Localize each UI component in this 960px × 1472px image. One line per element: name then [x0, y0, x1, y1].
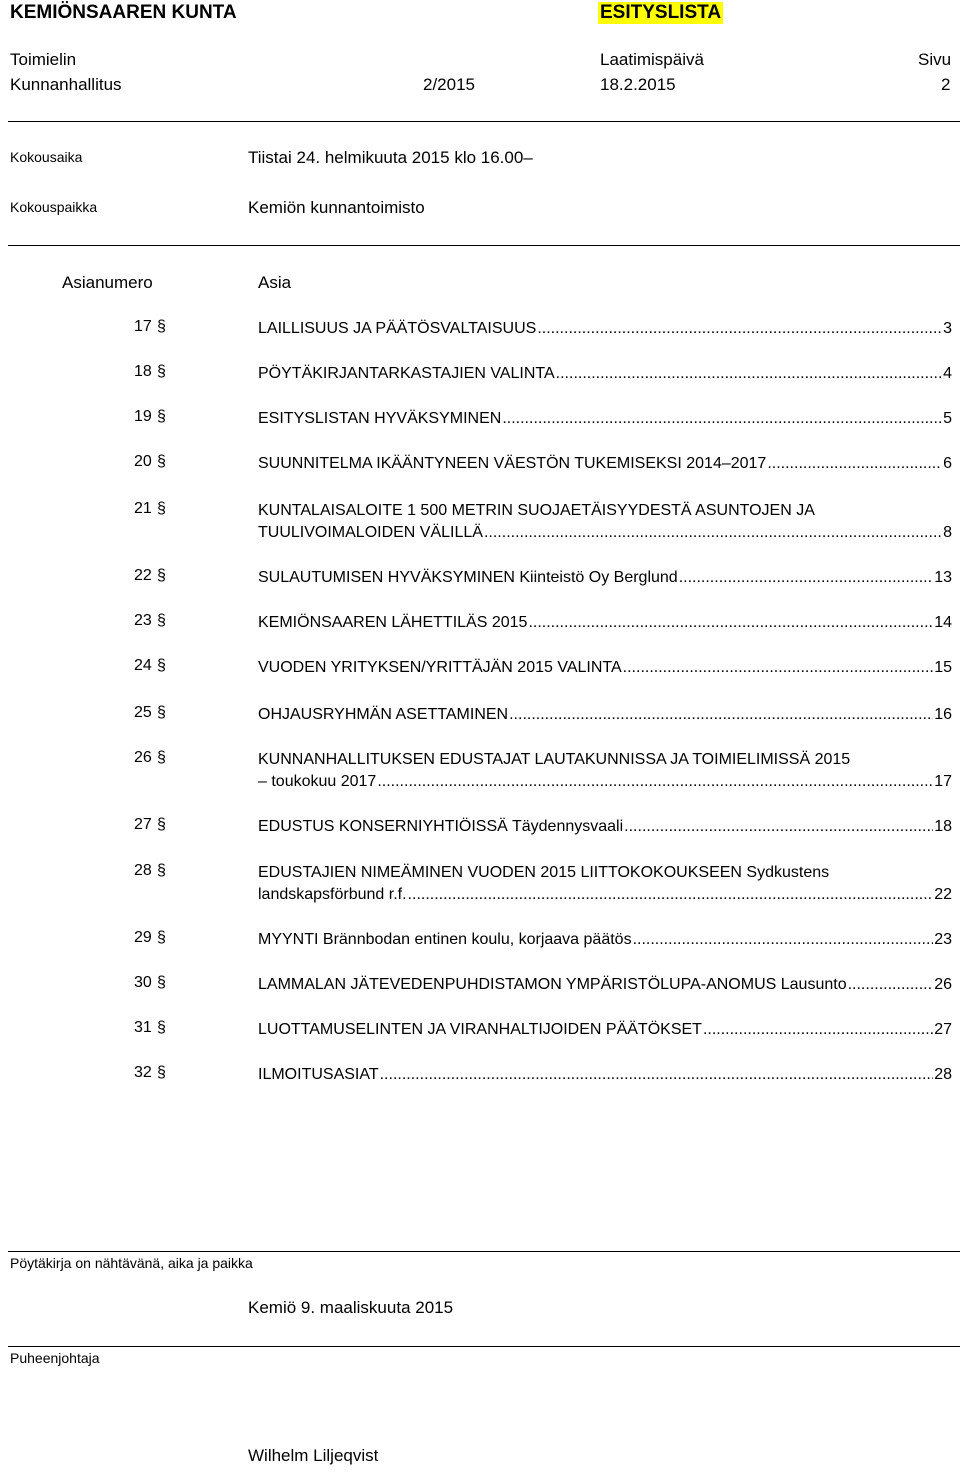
agenda-item-title: [258, 929, 952, 951]
section-sign: §: [157, 1019, 166, 1036]
dot-leader: [556, 363, 942, 385]
agenda-item-number: 26: [134, 749, 152, 766]
meeting-time-value: Tiistai 24. helmikuuta 2015 klo 16.00–: [248, 148, 533, 167]
meeting-time-label: Kokousaika: [10, 149, 83, 165]
section-sign: §: [157, 500, 166, 517]
dot-leader: [624, 816, 933, 838]
agenda-item-number: 29: [134, 929, 152, 946]
agenda-item-number: 25: [134, 704, 152, 721]
agenda-item-title-line: LAMMALAN JÄTEVEDENPUHDISTAMON YMPÄRISTÖLUPA-ANOMUS Lausunto: [258, 976, 847, 993]
page-column-label: Sivu: [918, 50, 952, 69]
section-sign: §: [157, 657, 166, 674]
dot-leader: [377, 771, 933, 793]
meeting-place-value: Kemiön kunnantoimisto: [248, 198, 425, 217]
section-sign: §: [157, 453, 166, 470]
section-sign: §: [157, 318, 166, 335]
dot-leader: [703, 1019, 933, 1041]
dot-leader: [484, 522, 942, 544]
dot-leader: [408, 884, 934, 906]
agenda-number-column-header: Asianumero: [62, 273, 153, 292]
agenda-item-number: 31: [134, 1019, 152, 1036]
prepared-date: 18.2.2015: [600, 75, 676, 94]
header-divider: [8, 121, 960, 122]
dot-leader: [537, 318, 942, 340]
agenda-item-page: 6: [943, 455, 952, 472]
agenda-item-number: 30: [134, 974, 152, 991]
agenda-item-number: 24: [134, 657, 152, 674]
section-sign: §: [157, 612, 166, 629]
agenda-item-title-line: landskapsförbund r.f.: [258, 886, 407, 903]
agenda-item-number: 21: [134, 500, 152, 517]
dot-leader: [509, 704, 933, 726]
agenda-subject-column-header: Asia: [258, 273, 292, 292]
agenda-item-title: [258, 862, 952, 906]
agenda-item-page: 13: [934, 569, 952, 586]
agenda-item-title-line: KUNNANHALLITUKSEN EDUSTAJAT LAUTAKUNNISSA JA TOIMIELIMISSÄ 2015: [258, 751, 851, 768]
dot-leader: [502, 408, 942, 430]
agenda-item-page: 18: [934, 818, 952, 835]
dot-leader: [528, 612, 933, 634]
dot-leader: [623, 657, 934, 679]
dot-leader: [380, 1064, 934, 1086]
meeting-place-label: Kokouspaikka: [10, 199, 98, 215]
agenda-item-title-line: VUODEN YRITYKSEN/YRITTÄJÄN 2015 VALINTA: [258, 659, 622, 676]
body-name: Kunnanhallitus: [10, 75, 122, 94]
agenda-item-page: 16: [934, 706, 952, 723]
agenda-item-title: [258, 500, 952, 544]
agenda-item-page: 5: [943, 410, 952, 427]
agenda-item-number: 19: [134, 408, 152, 425]
agenda-item-title-line: – toukokuu 2017: [258, 773, 377, 790]
agenda-item-page: 27: [934, 1021, 952, 1038]
agenda-item-page: 26: [934, 976, 952, 993]
organization-name: KEMIÖNSAAREN KUNTA: [10, 2, 237, 23]
agenda-item-title-line: LUOTTAMUSELINTEN JA VIRANHALTIJOIDEN PÄÄTÖKSET: [258, 1021, 702, 1038]
agenda-item-number: 28: [134, 862, 152, 879]
agenda-item-number: 22: [134, 567, 152, 584]
dot-leader: [848, 974, 934, 996]
agenda-item-number: 20: [134, 453, 152, 470]
agenda-item-title-line: EDUSTUS KONSERNIYHTIÖISSÄ Täydennysvaali: [258, 818, 624, 835]
minutes-availability-label: Pöytäkirja on nähtävänä, aika ja paikka: [10, 1255, 253, 1271]
agenda-item-title-line: SUUNNITELMA IKÄÄNTYNEEN VÄESTÖN TUKEMISEKSI 2014–2017: [258, 455, 767, 472]
agenda-item-page: 4: [943, 365, 952, 382]
agenda-item-number: 17: [134, 318, 152, 335]
agenda-item-number: 23: [134, 612, 152, 629]
agenda-item-title-line: PÖYTÄKIRJANTARKASTAJIEN VALINTA: [258, 365, 555, 382]
agenda-item-title: [258, 1019, 952, 1041]
meeting-number: 2/2015: [423, 75, 475, 94]
agenda-item-number: 32: [134, 1064, 152, 1081]
agenda-item-title: [258, 974, 952, 996]
section-sign: §: [157, 567, 166, 584]
agenda-item-title: [258, 408, 952, 430]
dot-leader: [767, 453, 942, 475]
agenda-item-title-line: ILMOITUSASIAT: [258, 1066, 379, 1083]
agenda-item-title: [258, 657, 952, 679]
date-column-label: Laatimispäivä: [600, 50, 704, 69]
agenda-item-title: [258, 453, 952, 475]
agenda-item-page: 8: [943, 524, 952, 541]
meeting-info-divider: [8, 245, 960, 246]
agenda-item-title-line: LAILLISUUS JA PÄÄTÖSVALTAISUUS: [258, 320, 537, 337]
body-column-label: Toimielin: [10, 50, 77, 69]
agenda-item-title: [258, 318, 952, 340]
agenda-item-page: 17: [934, 773, 952, 790]
document-type-label: ESITYSLISTA: [600, 2, 722, 23]
section-sign: §: [157, 408, 166, 425]
agenda-item-number: 18: [134, 363, 152, 380]
section-sign: §: [157, 929, 166, 946]
agenda-item-title-line: SULAUTUMISEN HYVÄKSYMINEN Kiinteistö Oy Berglund: [258, 569, 678, 586]
footer-divider-bottom: [8, 1346, 960, 1347]
agenda-item-title: [258, 567, 952, 589]
agenda-item-page: 28: [934, 1066, 952, 1083]
agenda-item-page: 3: [943, 320, 952, 337]
agenda-item-number: 27: [134, 816, 152, 833]
agenda-item-title-line: KEMIÖNSAAREN LÄHETTILÄS 2015: [258, 614, 528, 631]
agenda-item-page: 15: [934, 659, 952, 676]
section-sign: §: [157, 749, 166, 766]
section-sign: §: [157, 816, 166, 833]
agenda-item-title-line: KUNTALAISALOITE 1 500 METRIN SUOJAETÄISYYDESTÄ ASUNTOJEN JA: [258, 502, 815, 519]
dot-leader: [679, 567, 934, 589]
section-sign: §: [157, 704, 166, 721]
agenda-item-page: 14: [934, 614, 952, 631]
agenda-item-title-line: MYYNTI Brännbodan entinen koulu, korjaava päätös: [258, 931, 632, 948]
section-sign: §: [157, 862, 166, 879]
chairperson-name: Wilhelm Liljeqvist: [248, 1446, 379, 1465]
agenda-item-title: [258, 612, 952, 634]
chairperson-label: Puheenjohtaja: [10, 1350, 100, 1366]
agenda-item-page: 22: [934, 886, 952, 903]
minutes-availability-value: Kemiö 9. maaliskuuta 2015: [248, 1298, 454, 1317]
agenda-item-title-line: ESITYSLISTAN HYVÄKSYMINEN: [258, 410, 502, 427]
section-sign: §: [157, 974, 166, 991]
section-sign: §: [157, 1064, 166, 1081]
agenda-item-title-line: OHJAUSRYHMÄN ASETTAMINEN: [258, 706, 509, 723]
agenda-item-title: [258, 1064, 952, 1086]
agenda-item-title-line: EDUSTAJIEN NIMEÄMINEN VUODEN 2015 LIITTOKOKOUKSEEN Sydkustens: [258, 864, 830, 881]
footer-divider-top: [8, 1251, 960, 1252]
section-sign: §: [157, 363, 166, 380]
agenda-item-title: [258, 363, 952, 385]
page-number: 2: [941, 75, 951, 94]
agenda-item-page: 23: [934, 931, 952, 948]
agenda-item-title: [258, 749, 952, 793]
agenda-item-title: [258, 816, 952, 838]
dot-leader: [633, 929, 934, 951]
agenda-item-title-line: TUULIVOIMALOIDEN VÄLILLÄ: [258, 524, 483, 541]
agenda-item-title: [258, 704, 952, 726]
